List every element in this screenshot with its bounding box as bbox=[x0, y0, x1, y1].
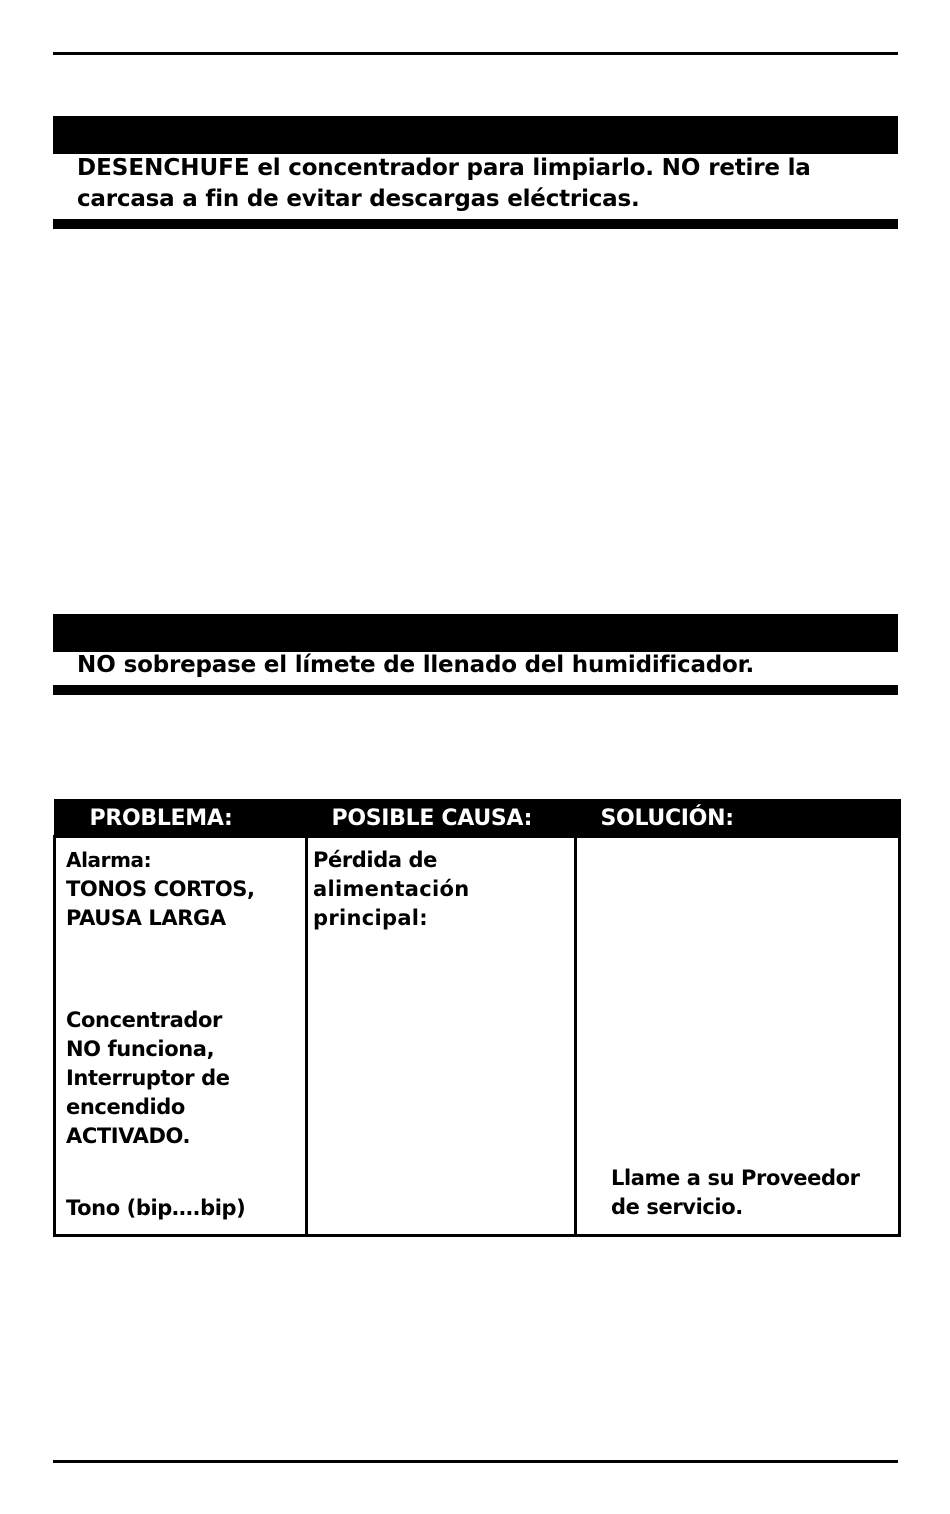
bottom-rule bbox=[53, 1460, 898, 1463]
notice-1-line-2: carcasa a fin de evitar descargas eléctricas. bbox=[77, 186, 640, 212]
header-problem: PROBLEMA: bbox=[55, 800, 307, 837]
problem-alarm: Alarma: TONOS CORTOS, PAUSA LARGA bbox=[66, 848, 255, 930]
cause-power-loss: Pérdida de alimentación principal: bbox=[313, 848, 470, 930]
problem-not-working: Concentrador NO funciona, Interruptor de encendido ACTIVADO. bbox=[66, 1008, 230, 1148]
notice-1-footer-bar bbox=[53, 219, 898, 229]
problem-cell bbox=[55, 837, 307, 1236]
table-header-row bbox=[55, 800, 900, 837]
notice-1-line-1: DESENCHUFE el concentrador para limpiarlo. NO retire la bbox=[77, 155, 811, 181]
header-solution: SOLUCIÓN: bbox=[576, 800, 900, 837]
notice-2-header-bar bbox=[53, 614, 898, 652]
notice-2-text bbox=[77, 650, 877, 681]
notice-1-keyword-no: NO bbox=[661, 155, 701, 181]
notice-1-header-bar bbox=[53, 116, 898, 154]
notice-2-line-1: NO sobrepase el límete de llenado del humidificador. bbox=[77, 652, 755, 678]
problem-beep-tone: Tono (bip….bip) bbox=[66, 1196, 246, 1220]
solution-cell bbox=[576, 837, 900, 1236]
header-possible-cause: POSIBLE CAUSA: bbox=[307, 800, 576, 837]
notice-2-footer-bar bbox=[53, 685, 898, 695]
cause-cell bbox=[307, 837, 576, 1236]
solution-call-provider: Llame a su Proveedor de servicio. bbox=[611, 1166, 860, 1219]
top-rule bbox=[53, 52, 898, 55]
troubleshooting-table bbox=[53, 799, 901, 1237]
notice-1-text bbox=[77, 153, 877, 215]
notice-1-keyword-unplug: DESENCHUFE bbox=[77, 155, 250, 181]
table-row bbox=[55, 837, 900, 1236]
notice-2-keyword-no: NO bbox=[77, 652, 116, 678]
